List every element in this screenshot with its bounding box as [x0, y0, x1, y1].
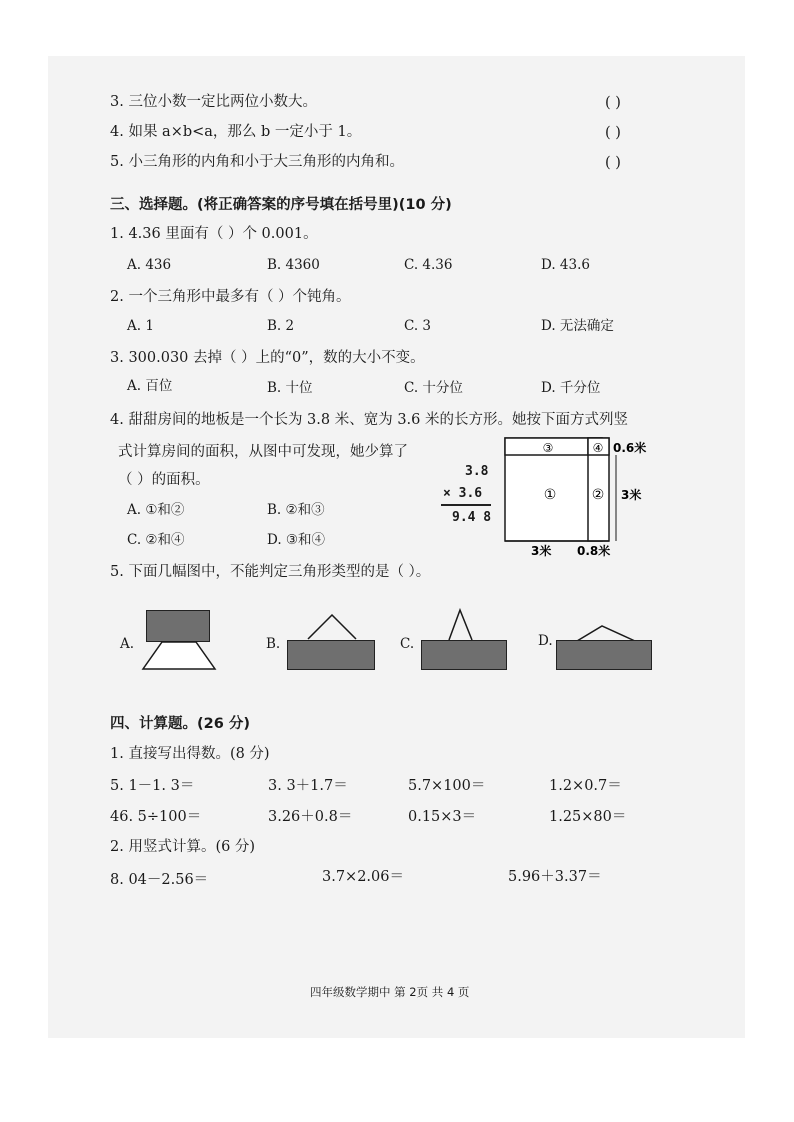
floor-diagram	[495, 432, 665, 562]
q1-option-d: D. 43.6	[541, 257, 590, 273]
judge-blank-5[interactable]: ( )	[605, 155, 621, 171]
q4-option-c: C. ②和④	[127, 532, 185, 548]
q5-label-c: C.	[400, 636, 415, 652]
top-right-dim: 0.6米	[613, 441, 647, 455]
calc-item: 46. 5÷100＝	[110, 809, 202, 825]
q5-label-b: B.	[266, 636, 281, 652]
calc-part1-title: 1. 直接写出得数。(8 分)	[110, 746, 270, 762]
q1-option-b: B. 4360	[267, 257, 320, 273]
q2-option-d: D. 无法确定	[541, 318, 614, 334]
calc-part2-title: 2. 用竖式计算。(6 分)	[110, 839, 256, 855]
q4-stem-line2: 式计算房间的面积，从图中可发现，她少算了	[118, 444, 408, 460]
q4-option-b: B. ②和③	[267, 502, 325, 518]
calc-item: 5. 1－1. 3＝	[110, 778, 195, 794]
calc-item: 1.25×80＝	[549, 809, 627, 825]
q4-stem-line1: 4. 甜甜房间的地板是一个长为 3.8 米、宽为 3.6 米的长方形。她按下面方式列竖	[110, 412, 628, 428]
q1-option-c: C. 4.36	[404, 257, 453, 273]
region-2-label: ②	[591, 487, 605, 503]
vertical-calc-item: 8. 04－2.56＝	[110, 872, 209, 888]
vertical-top: 3.8	[465, 464, 489, 479]
judge-blank-3[interactable]: ( )	[605, 95, 621, 111]
section3-heading: 三、选择题。(将正确答案的序号填在括号里)(10 分)	[110, 197, 452, 213]
q4-option-a: A. ①和②	[127, 502, 185, 518]
q3-option-c: C. 十分位	[404, 380, 463, 396]
judge-item-5: 5. 小三角形的内角和小于大三角形的内角和。	[110, 154, 404, 170]
bottom-left-dim: 3米	[531, 544, 552, 558]
figure-a-trapezoid	[140, 641, 220, 671]
q2-option-c: C. 3	[404, 318, 432, 334]
q5-label-a: A.	[120, 636, 135, 652]
q1-option-a: A. 436	[127, 257, 172, 273]
calc-item: 0.15×3＝	[408, 809, 477, 825]
judge-item-4: 4. 如果 a×b<a，那么 b 一定小于 1。	[110, 124, 362, 140]
figure-b-cover	[287, 640, 375, 670]
vertical-rule	[441, 504, 491, 506]
q4-option-d: D. ③和④	[267, 532, 326, 548]
judge-item-3: 3. 三位小数一定比两位小数大。	[110, 94, 317, 110]
figure-c-triangle	[440, 608, 480, 642]
q3-option-d: D. 千分位	[541, 380, 601, 396]
q2-stem: 2. 一个三角形中最多有（ ）个钝角。	[110, 289, 351, 305]
q2-option-a: A. 1	[127, 318, 154, 334]
vertical-multiplier: × 3.6	[443, 486, 483, 501]
vertical-result: 9.4 8	[452, 510, 492, 525]
section4-heading: 四、计算题。(26 分)	[110, 716, 250, 732]
q2-option-b: B. 2	[267, 318, 295, 334]
figure-b-triangle	[290, 610, 375, 640]
vertical-calc-item: 5.96＋3.37＝	[508, 869, 602, 885]
region-1-label: ①	[543, 487, 557, 503]
calc-item: 5.7×100＝	[408, 778, 486, 794]
vertical-calc-item: 3.7×2.06＝	[322, 869, 404, 885]
q1-stem: 1. 4.36 里面有（ ）个 0.001。	[110, 226, 318, 242]
page-footer: 四年级数学期中 第 2页 共 4 页	[310, 985, 470, 999]
q3-option-b: B. 十位	[267, 380, 313, 396]
calc-item: 1.2×0.7＝	[549, 778, 622, 794]
calc-item: 3. 3＋1.7＝	[268, 778, 348, 794]
region-3-label: ③	[542, 441, 554, 455]
right-dim: 3米	[621, 488, 642, 502]
figure-d-cover	[556, 640, 652, 670]
q5-stem: 5. 下面几幅图中，不能判定三角形类型的是（ ）。	[110, 564, 431, 580]
q3-stem: 3. 300.030 去掉（ ）上的“0”，数的大小不变。	[110, 350, 425, 366]
figure-a-cover	[146, 610, 210, 642]
bottom-right-dim: 0.8米	[577, 544, 611, 558]
figure-c-cover	[421, 640, 507, 670]
q4-stem-line3: （ ）的面积。	[118, 472, 210, 488]
q5-label-d: D.	[538, 633, 553, 649]
judge-blank-4[interactable]: ( )	[605, 125, 621, 141]
q3-option-a: A. 百位	[127, 378, 173, 394]
region-4-label: ④	[592, 441, 604, 455]
calc-item: 3.26＋0.8＝	[268, 809, 353, 825]
